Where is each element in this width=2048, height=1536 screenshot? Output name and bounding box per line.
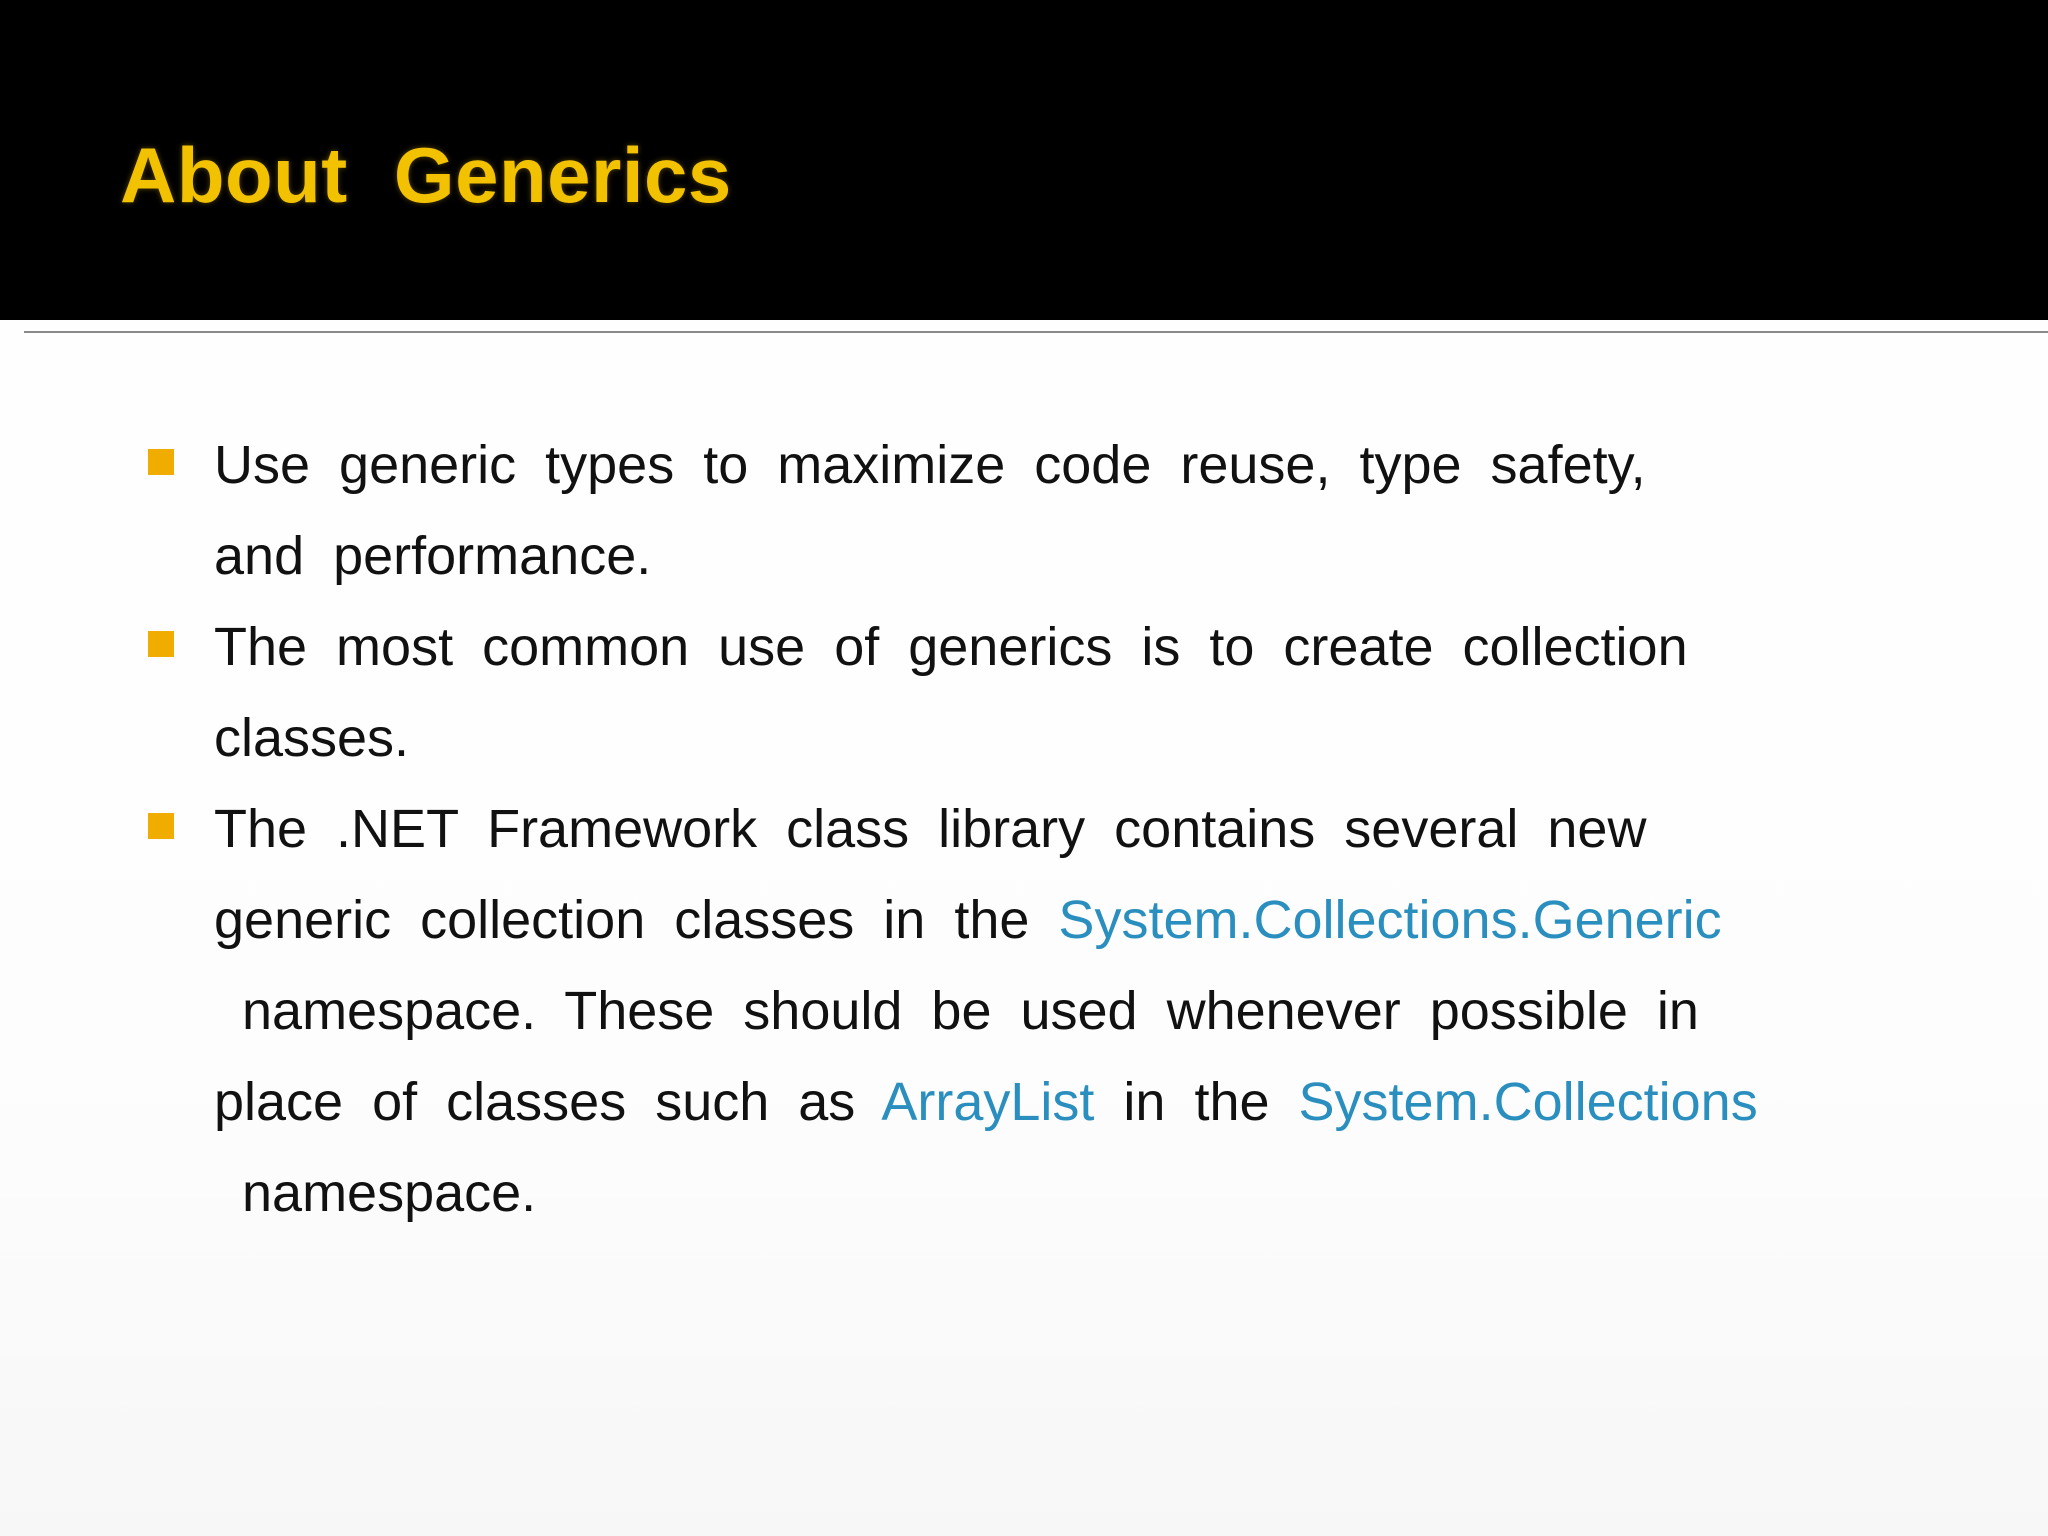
bullet-item xyxy=(146,602,1886,784)
namespace-collections-text: System.Collections xyxy=(1298,1072,1758,1132)
title-divider xyxy=(24,331,2048,333)
bullet-text: in the xyxy=(1123,1072,1270,1132)
bullet-line: The .NET Framework class library contains several new xyxy=(214,799,1647,859)
bullet-line: Use generic types to maximize code reuse, type safety, xyxy=(214,435,1646,495)
bullet-line xyxy=(214,1057,1886,1148)
arraylist-text: ArrayList xyxy=(881,1072,1095,1132)
bullet-text: generic collection classes in the xyxy=(214,890,1030,950)
square-bullet-icon xyxy=(148,813,174,839)
title-band xyxy=(0,0,2048,320)
square-bullet-icon xyxy=(148,631,174,657)
namespace-generic-text: System.Collections.Generic xyxy=(1058,890,1722,950)
bullet-text: place of classes such as xyxy=(214,1072,856,1132)
bullet-line: The most common use of generics is to create collection xyxy=(214,617,1688,677)
bullet-line: namespace. xyxy=(242,1163,537,1223)
slide-title: About Generics xyxy=(120,131,732,219)
bullet-line: classes. xyxy=(214,708,410,768)
bullet-list xyxy=(146,420,1886,1239)
bullet-item xyxy=(146,784,1886,1239)
square-bullet-icon xyxy=(148,449,174,475)
bullet-item xyxy=(146,420,1886,602)
bullet-line: and performance. xyxy=(214,526,652,586)
bullet-line xyxy=(214,875,1886,966)
bullet-line: namespace. These should be used whenever possible in xyxy=(242,981,1699,1041)
